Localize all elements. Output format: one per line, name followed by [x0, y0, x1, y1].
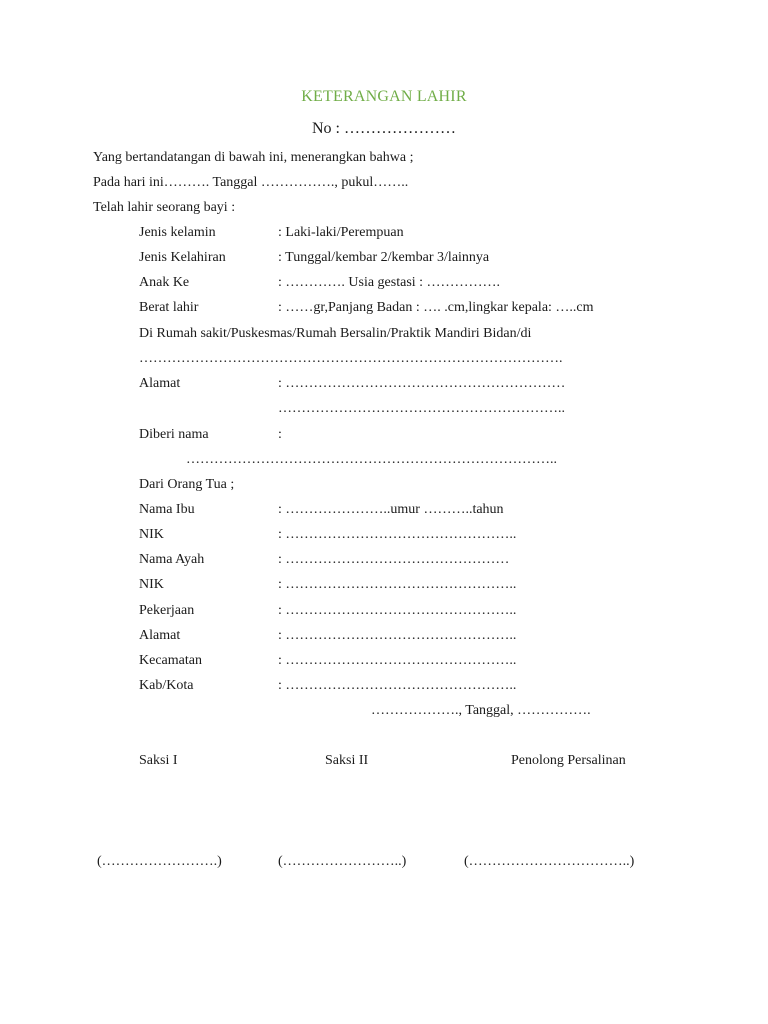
signature-blank-1: (…………………….)	[97, 854, 222, 869]
parent-label: Alamat	[139, 628, 181, 643]
field-label: Anak Ke	[139, 275, 190, 290]
witness-2-label: Saksi II	[325, 753, 369, 768]
parent-label: Nama Ayah	[139, 552, 205, 567]
parent-label: Pekerjaan	[139, 603, 195, 618]
intro-date-line: Pada hari ini………. Tanggal ……………., pukul……..	[93, 175, 409, 190]
field-label: Jenis kelamin	[139, 225, 216, 240]
field-value: : ……gr,Panjang Badan : …. .cm,lingkar kepala: …..cm	[278, 300, 594, 315]
birthplace-dots: ……………………………………………………………………………….	[139, 351, 563, 366]
parent-label: NIK	[139, 527, 164, 542]
named-label: Diberi nama	[139, 427, 209, 442]
field-label: Jenis Kelahiran	[139, 250, 226, 265]
parent-value: : …………………..umur ………..tahun	[278, 502, 504, 517]
witness-1-label: Saksi I	[139, 753, 178, 768]
parent-label: Kecamatan	[139, 653, 202, 668]
field-value: : Tunggal/kembar 2/kembar 3/lainnya	[278, 250, 490, 265]
signature-blank-2: (……………………..)	[278, 854, 407, 869]
parent-value: : …………………………………………..	[278, 628, 517, 643]
address-value-continued: ……………………………………………………..	[278, 401, 565, 416]
parent-value: : …………………………………………..	[278, 678, 517, 693]
signature-blank-3: (……………………………..)	[464, 854, 635, 869]
document-title: KETERANGAN LAHIR	[301, 88, 467, 105]
birth-attendant-label: Penolong Persalinan	[511, 753, 626, 768]
parent-value: : …………………………………………..	[278, 527, 517, 542]
named-colon: :	[278, 427, 282, 442]
place-date: ………………., Tanggal, …………….	[371, 703, 591, 718]
parent-label: Kab/Kota	[139, 678, 194, 693]
parent-value: : …………………………………………..	[278, 577, 517, 592]
address-label: Alamat	[139, 376, 181, 391]
document-number: No : …………………	[312, 120, 456, 137]
parent-label: NIK	[139, 577, 164, 592]
field-label: Berat lahir	[139, 300, 199, 315]
parent-value: : …………………………………………..	[278, 603, 517, 618]
field-value: : Laki-laki/Perempuan	[278, 225, 404, 240]
parents-heading: Dari Orang Tua ;	[139, 477, 235, 492]
parent-value: : …………………………………………	[278, 552, 510, 567]
field-value: : …………. Usia gestasi : …………….	[278, 275, 501, 290]
parent-label: Nama Ibu	[139, 502, 195, 517]
address-value: : ……………………………………………………	[278, 376, 566, 391]
parent-value: : …………………………………………..	[278, 653, 517, 668]
birthplace-label: Di Rumah sakit/Puskesmas/Rumah Bersalin/Praktik Mandiri Bidan/di	[139, 326, 532, 341]
intro-birth-line: Telah lahir seorang bayi :	[93, 200, 236, 215]
intro-statement: Yang bertandatangan di bawah ini, menerangkan bahwa ;	[93, 150, 414, 165]
named-dots: ……………………………………………………………………..	[186, 452, 557, 467]
